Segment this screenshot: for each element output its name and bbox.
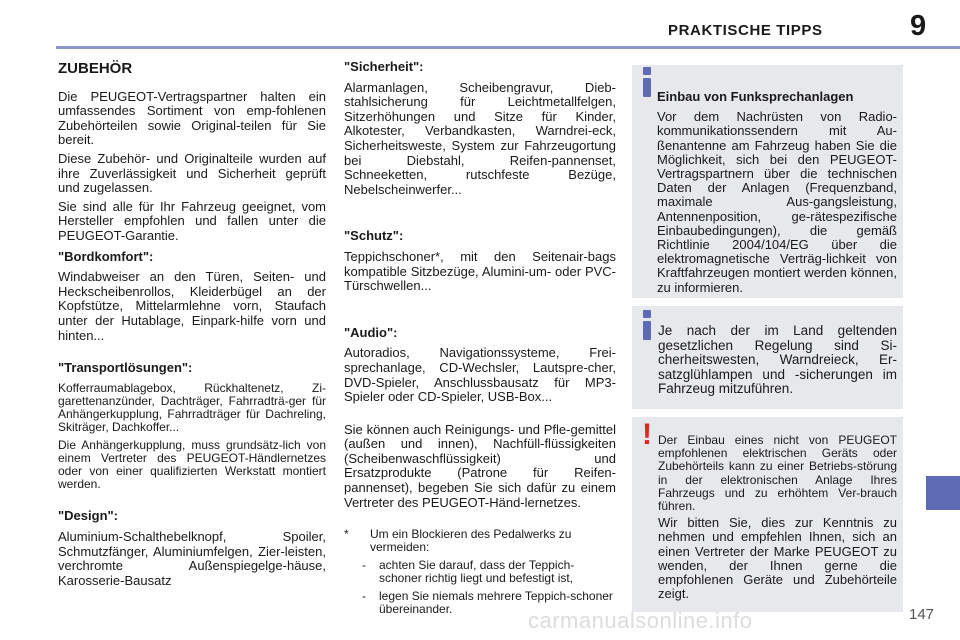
sicherheit-heading: "Sicherheit":: [344, 59, 424, 74]
bordkomfort-text: Windabweiser an den Türen, Seiten- und Heckscheibenrollos, Kleiderbügel an der Kopfstütze, Mittelarmlehne vorn, Staufach unter der Hutablage, Einpark-hilfe vorn und hinten...: [58, 269, 326, 343]
footnote-item: achten Sie darauf, dass der Teppich-schoner richtig liegt und befestigt ist,: [379, 557, 575, 586]
warning-text: Wir bitten Sie, dies zur Kenntnis zu nehmen und empfehlen Ihnen, sich an einen Vertreter der Marke PEUGEOT zu wenden, der Ihnen gerne die empfohlenen Geräte und Zubehörteile zeigt.: [658, 515, 897, 602]
chapter-number: 9: [910, 10, 927, 42]
design-text: Aluminium-Schalthebelknopf, Spoiler, Schmutzfänger, Aluminiumfelgen, Zier-leisten, verchromte Außenspiegelge-häuse, Karosserie-Bausatz: [58, 528, 326, 588]
footnote-mark: *: [344, 527, 349, 541]
info-box-text: Vor dem Nachrüsten von Radio-kommunikationssendern mit Au-ßenantenne am Fahrzeug haben Sie die Möglichkeit, sich bei den PEUGEOT-Vertragspartnern über die technischen Daten der Anlagen (Frequenzband, maximale Aus-gangsleistung, Antennenposition, ge-rätespezifische Einbaubedingungen), die gemäß Richtlinie 2004/104/EG über die elektromagnetische Verträg-lichkeit von Kraftfahrzeugen montiert werden können, zu informieren.: [657, 109, 897, 295]
warning-text-small: Der Einbau eines nicht von PEUGEOT empfohlenen elektrischen Geräts oder Zubehörteils kann zu einer Betriebs-störung in der elektronischen Anlage Ihres Fahrzeugs und zu erhöhtem Ver-brauch führen.: [658, 433, 897, 514]
info-box-equipment-content: [658, 324, 897, 397]
info-box-radio-content: [657, 90, 897, 295]
warning-box-content: [658, 434, 897, 601]
watermark: carmanualsonline.info: [528, 608, 753, 633]
page-number: 147: [909, 606, 935, 623]
list-dash: -: [362, 557, 366, 572]
warning-icon: !: [642, 418, 652, 451]
middle-column: [344, 58, 616, 514]
footnote-text: Um ein Blockieren des Pedalwerks zu vermeiden:: [370, 527, 572, 555]
transport-heading: "Transportlösungen":: [58, 360, 193, 376]
schutz-text: Teppichschoner*, mit den Seitenair-bags kompatible Sitzbezüge, Alumini-um- oder PVC-Türschwellen...: [344, 248, 616, 294]
footnote: [344, 528, 616, 616]
left-column: [58, 58, 326, 592]
audio-heading: "Audio":: [344, 324, 398, 340]
intro-paragraph-3: Sie sind alle für Ihr Fahrzeug geeignet, vom Hersteller empfohlen und fallen unter die PEUGEOT-Garantie.: [58, 198, 326, 243]
intro-paragraph-2: Diese Zubehör- und Originalteile wurden auf ihre Zuverlässigkeit und Sicherheit geprüft und zugelassen.: [58, 150, 326, 196]
footnote-item: legen Sie niemals mehrere Teppich-schoner übereinander.: [379, 588, 613, 617]
sicherheit-text: Alarmanlagen, Scheibengravur, Dieb-stahlsicherung für Leichtmetallfelgen, Sitzerhöhungen und Sitze für Kinder, Alkotester, Verbandkasten, Warndrei-eck, Sicherheitsweste, System zur Fahrzeugortung bei Diebstahl, Reifen-pannenset, Schneeketten, rutschfeste Bezüge, Nebelscheinwerfer...: [344, 79, 616, 197]
list-dash: -: [362, 588, 366, 603]
schutz-heading: "Schutz":: [344, 228, 404, 244]
info-icon: [638, 67, 656, 97]
info-box-text: Je nach der im Land geltenden gesetzlichen Regelung sind Si-cherheitswesten, Warndreieck, Er-satzglühlampen und -sicherungen im Fahrzeug mitzuführen.: [658, 323, 897, 397]
section-heading: ZUBEHÖR: [58, 60, 133, 77]
header-rule: [56, 46, 960, 49]
transport-text-1: Kofferraumablagebox, Rückhaltenetz, Zi-garettenanzünder, Dachträger, Fahrradträ-ger für Anhängerkupplung, Fahrradträger für Dachreling, Skiträger, Dachkoffer...: [58, 380, 326, 435]
audio-text: Autoradios, Navigationssysteme, Frei-sprechanlage, CD-Wechsler, Lautspre-cher, DVD-Spieler, Anschlussbausatz für MP3-Spieler oder CD-Spieler, USB-Box...: [344, 345, 616, 405]
transport-text-2: Die Anhängerkupplung, muss grundsätz-lich von einem Vertreter des PEUGEOT-Händlernetzes oder von einer qualifizierten Werkstatt montiert werden.: [58, 437, 326, 492]
intro-paragraph-1: Die PEUGEOT-Vertragspartner halten ein umfassendes Sortiment von emp-fohlenen Zubehörteilen sowie Original-teilen für Sie bereit.: [58, 88, 326, 148]
bordkomfort-heading: "Bordkomfort":: [58, 248, 154, 264]
design-heading: "Design":: [58, 508, 118, 524]
info-box-heading: Einbau von Funksprechanlagen: [657, 89, 854, 104]
info-icon: [638, 310, 656, 340]
chapter-tab: [926, 476, 960, 510]
pflege-text: Sie können auch Reinigungs- und Pfle-gemittel (außen und innen), Nachfüll-flüssigkeiten (Scheibenwaschflüssigkeit) und Ersatzprodukte (Patrone für Reifen-pannenset), begeben Sie sich dafür zu einem Vertreter des PEUGEOT-Händ-lernetzes.: [344, 421, 616, 510]
section-title: PRAKTISCHE TIPPS: [668, 22, 823, 39]
